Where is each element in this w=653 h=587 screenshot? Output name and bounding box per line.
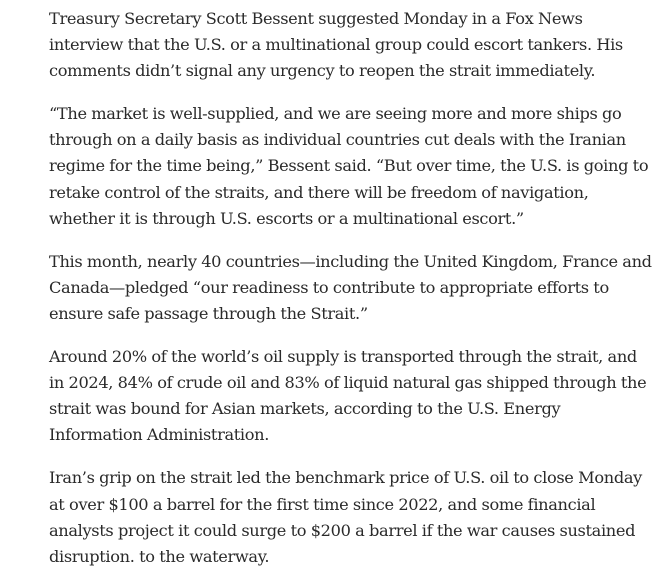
paragraph-line: comments didn’t signal any urgency to reopen the strait immediately. [49, 61, 596, 81]
paragraph-line: interview that the U.S. or a multinational group could escort tankers. His [49, 35, 623, 55]
paragraph-line: Around 20% of the world’s oil supply is transported through the strait, and [49, 347, 637, 367]
paragraph-bessent-quote [49, 101, 649, 231]
paragraph-line: whether it is through U.S. escorts or a multinational escort.” [49, 208, 524, 228]
paragraph-line: regime for the time being,” Bessent said. “But over time, the U.S. is going to [49, 156, 649, 176]
paragraph-line: Canada—pledged “our readiness to contribute to appropriate efforts to [49, 277, 609, 297]
paragraph-line: Iran’s grip on the strait led the benchmark price of U.S. oil to close Monday [49, 468, 642, 488]
paragraph-line: retake control of the straits, and there will be freedom of navigation, [49, 182, 589, 202]
paragraph-line: in 2024, 84% of crude oil and 83% of liquid natural gas shipped through the [49, 373, 647, 393]
paragraph-line: strait was bound for Asian markets, according to the U.S. Energy [49, 399, 561, 419]
paragraph-countries-pledge [49, 249, 652, 327]
paragraph-line: This month, nearly 40 countries—including the United Kingdom, France and [49, 251, 652, 271]
paragraph-line: “The market is well-supplied, and we are seeing more and more ships go [49, 104, 622, 124]
paragraph-line: disruption. to the waterway. [49, 546, 270, 566]
paragraph-line: Information Administration. [49, 425, 270, 445]
paragraph-oil-price [49, 465, 642, 569]
paragraph-line: ensure safe passage through the Strait.” [49, 303, 368, 323]
paragraph-line: analysts project it could surge to $200 a barrel if the war causes sustained [49, 520, 636, 540]
paragraph-bessent-escort [49, 6, 639, 84]
paragraph-line: at over $100 a barrel for the first time since 2022, and some financial [49, 494, 596, 514]
paragraph-oil-supply [49, 344, 647, 448]
paragraph-line: Treasury Secretary Scott Bessent suggested Monday in a Fox News [49, 9, 583, 28]
paragraph-line: through on a daily basis as individual countries cut deals with the Iranian [49, 130, 626, 150]
article-body [49, 6, 652, 587]
